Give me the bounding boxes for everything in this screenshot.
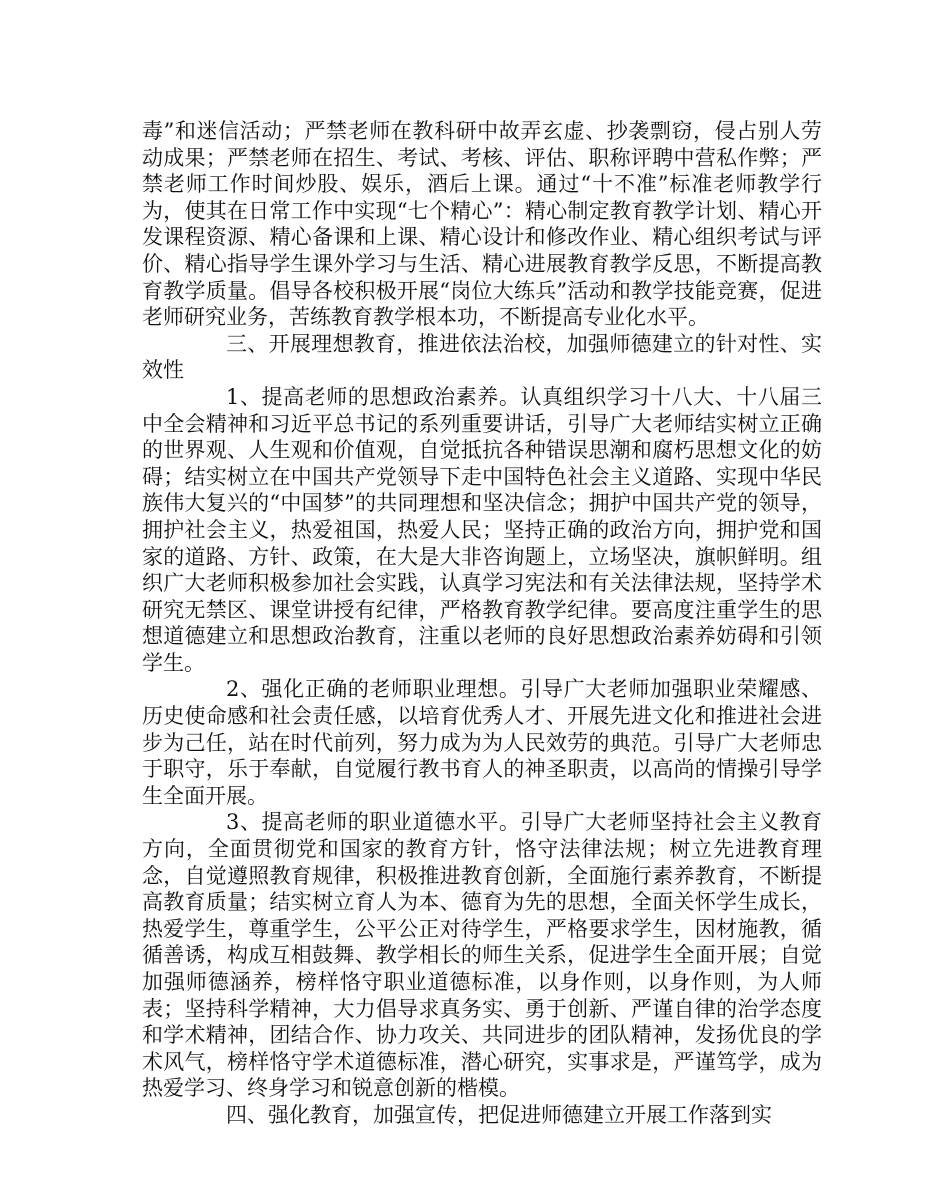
paragraph: 2、强化正确的老师职业理想。引导广大老师加强职业荣耀感、历史使命感和社会责任感，以培育优秀人才、开展先进文化和推进社会进步为己任，站在时代前列，努力成为为人民效劳的典范。引导广大老师忠于职守，乐于奉献，自觉履行教书育人的神圣职责，以高尚的情操引导学生全面开展。 bbox=[142, 677, 822, 808]
section-heading: 四、强化教育，加强宣传，把促进师德建立开展工作落到实 bbox=[226, 1102, 772, 1127]
paragraph: 3、提高老师的职业道德水平。引导广大老师坚持社会主义教育方向，全面贯彻党和国家的教育方针，恪守法律法规；树立先进教育理念，自觉遵照教育规律，积极推进教育创新，全面施行素养教育，不断提高教育质量；结实树立育人为本、德育为先的思想，全面关怀学生成长，热爱学生，尊重学生，公平公正对待学生，严格要求学生，因材施教，循循善诱，构成互相鼓舞、教学相长的师生关系，促进学生全面开展；自觉加强师德涵养，榜样恪守职业道德标准，以身作则，以身作则，为人师表；坚持科学精神，大力倡导求真务实、勇于创新、严谨自律的治学态度和学术精神，团结合作、协力攻关、共同进步的团队精神，发扬优良的学术风气，榜样恪守学术道德标准，潜心研究，实事求是，严谨笃学，成为热爱学习、终身学习和锐意创新的楷模。 bbox=[142, 810, 822, 1101]
document-body bbox=[142, 118, 822, 1129]
paragraph: 毒”和迷信活动；严禁老师在教科研中故弄玄虚、抄袭剽窃，侵占别人劳动成果；严禁老师在招生、考试、考核、评估、职称评聘中营私作弊；严禁老师工作时间炒股、娱乐，酒后上课。通过“十不准”标准老师教学行为，使其在日常工作中实现“七个精心”：精心制定教育教学计划、精心开发课程资源、精心备课和上课、精心设计和修改作业、精心组织考试与评价、精心指导学生课外学习与生活、精心进展教育教学反思，不断提高教育教学质量。倡导各校积极开展“岗位大练兵”活动和教学技能竞赛，促进老师研究业务，苦练教育教学根本功，不断提高专业化水平。 bbox=[142, 119, 822, 330]
paragraph: 1、提高老师的思想政治素养。认真组织学习十八大、十八届三中全会精神和习近平总书记的系列重要讲话，引导广大老师结实树立正确的世界观、人生观和价值观，自觉抵抗各种错误思潮和腐朽思想文化的妨碍；结实树立在中国共产党领导下走中国特色社会主义道路、实现中华民族伟大复兴的“中国梦”的共同理想和坚决信念；拥护中国共产党的领导，拥护社会主义，热爱祖国，热爱人民；坚持正确的政治方向，拥护党和国家的道路、方针、政策，在大是大非咨询题上，立场坚决，旗帜鲜明。组织广大老师积极参加社会实践，认真学习宪法和有关法律法规，坚持学术研究无禁区、课堂讲授有纪律，严格教育教学纪律。要高度注重学生的思想道德建立和思想政治教育，注重以老师的良好思想政治素养妨碍和引领学生。 bbox=[142, 384, 822, 675]
section-heading: 三、开展理想教育，推进依法治校，加强师德建立的针对性、实效性 bbox=[142, 331, 822, 383]
